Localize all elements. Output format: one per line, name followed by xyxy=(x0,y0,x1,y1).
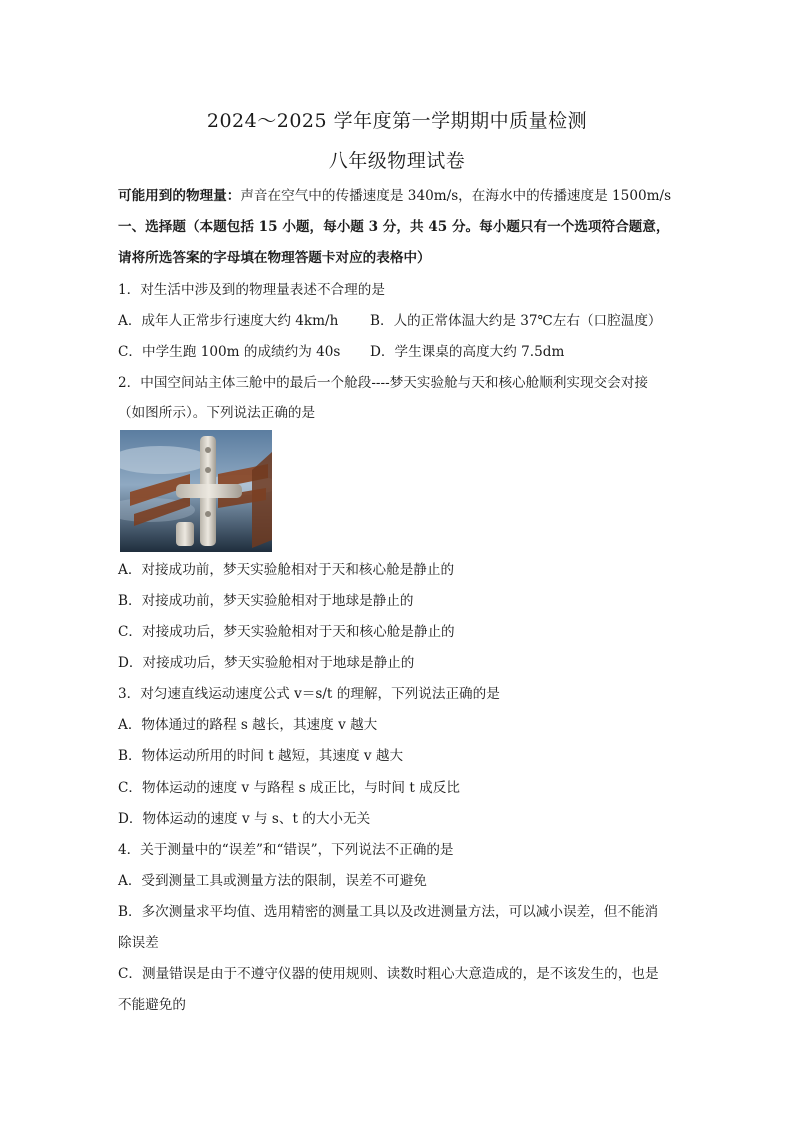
q3-option-c: C．物体运动的速度 v 与路程 s 成正比，与时间 t 成反比 xyxy=(118,780,460,796)
q2-option-a: A．对接成功前，梦天实验舱相对于天和核心舱是静止的 xyxy=(118,562,455,578)
q4-stem: 4．关于测量中的“误差”和“错误”，下列说法不正确的是 xyxy=(118,842,454,858)
q2-option-b: B．对接成功前，梦天实验舱相对于地球是静止的 xyxy=(118,593,414,609)
space-station-illustration xyxy=(120,430,272,552)
exam-subtitle: 八年级物理试卷 xyxy=(328,150,466,172)
section-heading-line1: 一、选择题（本题包括 15 小题，每小题 3 分，共 45 分。每小题只有一个选项符合题意， xyxy=(118,219,670,235)
q1-options-ab xyxy=(118,311,688,331)
q4-option-b-line2: 除误差 xyxy=(118,935,159,951)
q4-option-c-line1: C．测量错误是由于不遵守仪器的使用规则、读数时粗心大意造成的，是不该发生的，也是 xyxy=(118,966,659,982)
q4-option-b-line1: B．多次测量求平均值、选用精密的测量工具以及改进测量方法，可以减小误差，但不能消 xyxy=(118,904,659,920)
q2-option-c: C．对接成功后，梦天实验舱相对于天和核心舱是静止的 xyxy=(118,624,455,640)
q1-stem: 1．对生活中涉及到的物理量表述不合理的是 xyxy=(118,282,385,298)
q2-stem-line1: 2．中国空间站主体三舱中的最后一个舱段----梦天实验舱与天和核心舱顺利实现交会对接 xyxy=(118,375,648,391)
q1-option-d: D．学生课桌的高度大约 7.5dm xyxy=(370,344,565,360)
q4-option-c-line2: 不能避免的 xyxy=(118,997,186,1013)
space-station-photo xyxy=(120,430,272,552)
q1-options-cd xyxy=(118,342,688,362)
constants-note xyxy=(118,186,688,206)
q3-option-a: A．物体通过的路程 s 越长，其速度 v 越大 xyxy=(118,717,378,733)
constants-label: 可能用到的物理量： xyxy=(118,188,241,204)
q1-option-c: C．中学生跑 100m 的成绩约为 40s xyxy=(118,344,341,360)
q2-option-d: D．对接成功后，梦天实验舱相对于地球是静止的 xyxy=(118,655,415,671)
exam-title: 2024～2025 学年度第一学期期中质量检测 xyxy=(206,110,588,132)
q3-stem: 3．对匀速直线运动速度公式 v＝s/t 的理解，下列说法正确的是 xyxy=(118,686,500,702)
q3-option-d: D．物体运动的速度 v 与 s、t 的大小无关 xyxy=(118,811,371,827)
section-heading-line2: 请将所选答案的字母填在物理答题卡对应的表格中） xyxy=(118,250,431,266)
q1-option-a: A．成年人正常步行速度大约 4km/h xyxy=(118,313,339,329)
q4-option-a: A．受到测量工具或测量方法的限制，误差不可避免 xyxy=(118,873,427,889)
q1-option-b: B．人的正常体温大约是 37℃左右（口腔温度） xyxy=(370,313,662,329)
q2-stem-line2: （如图所示）。下列说法正确的是 xyxy=(118,405,316,421)
q3-option-b: B．物体运动所用的时间 t 越短，其速度 v 越大 xyxy=(118,748,404,764)
constants-text: 声音在空气中的传播速度是 340m/s，在海水中的传播速度是 1500m/s xyxy=(240,188,672,204)
